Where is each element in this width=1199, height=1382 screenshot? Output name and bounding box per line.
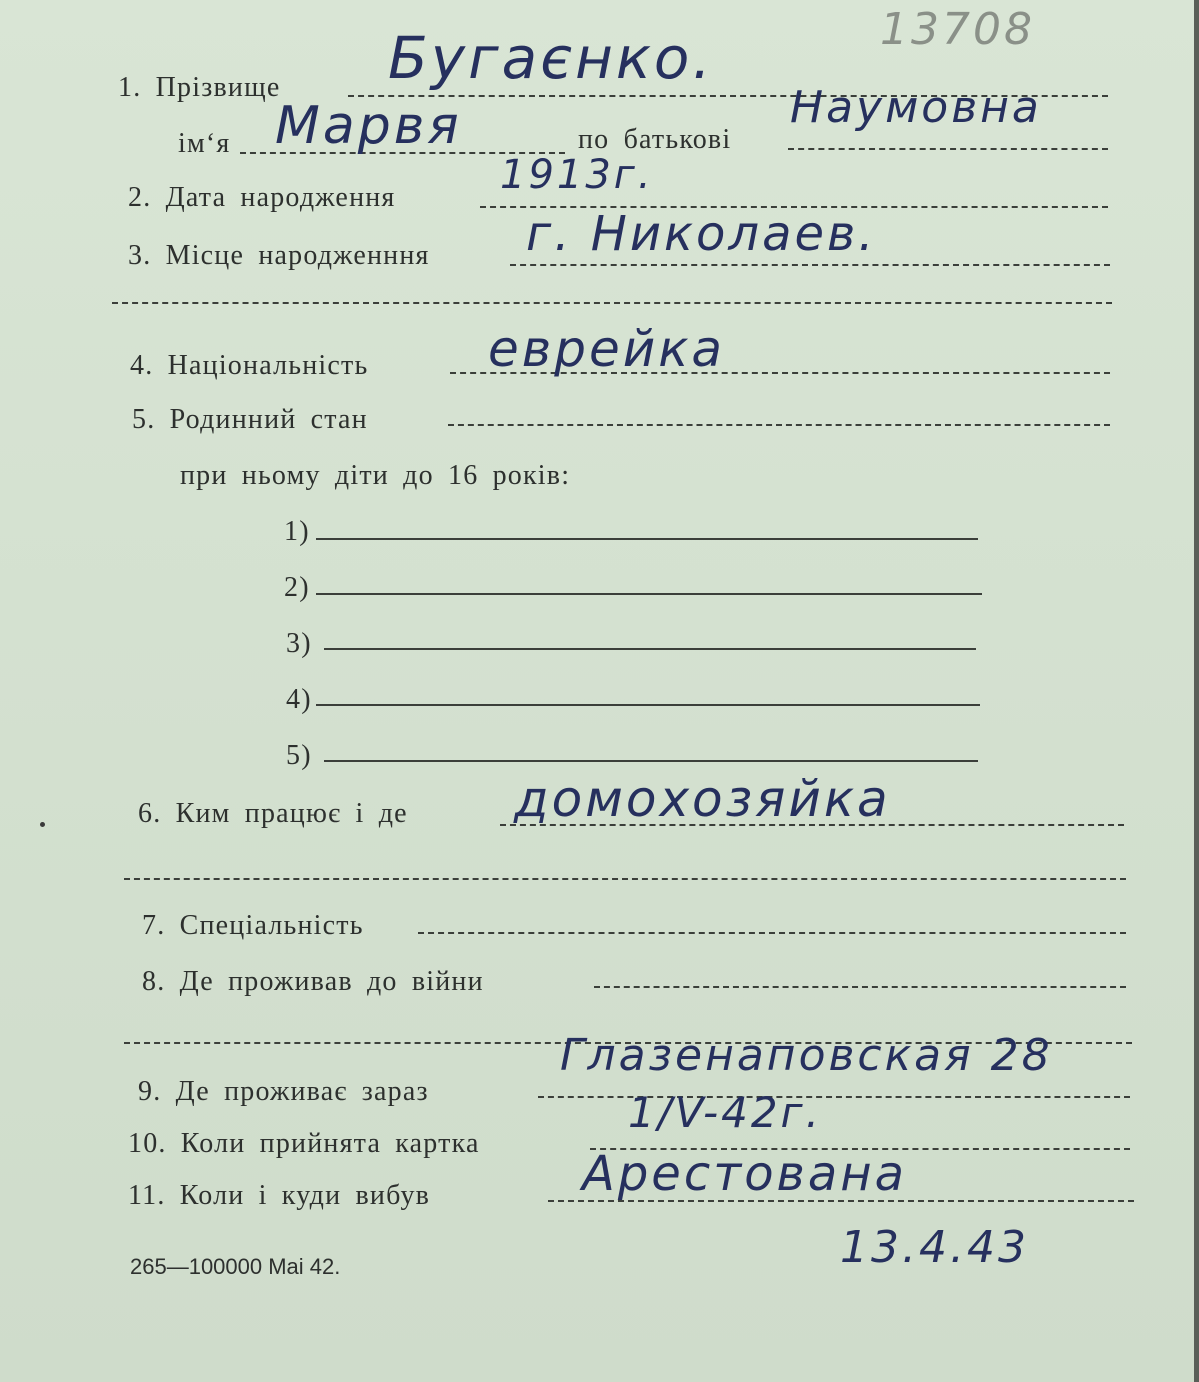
child-2-line — [316, 593, 982, 595]
field-surname-label: 1. Прізвище — [118, 72, 281, 103]
child-4-label: 4) — [286, 684, 312, 715]
field-name-label: ім‘я — [178, 128, 231, 159]
field-departure-label: 11. Коли і куди вибув — [128, 1180, 431, 1211]
child-5-label: 5) — [286, 740, 312, 771]
child-1-line — [316, 538, 978, 540]
field-specialty-label: 7. Спеціальність — [142, 910, 364, 941]
field-occupation-value: домохозяйка — [514, 770, 891, 828]
field-occupation-label: 6. Ким працює і де — [138, 798, 408, 829]
field-current-label: 9. Де проживає зараз — [138, 1076, 429, 1107]
field-card-date-label: 10. Коли прийнята картка — [128, 1128, 480, 1159]
field-marital-line — [448, 424, 1110, 426]
field-departure-date: 13.4.43 — [840, 1222, 1029, 1273]
field-birthplace-label: 3. Місце народженння — [128, 240, 430, 271]
card-edge — [1194, 0, 1199, 1382]
field-occupation-line-2 — [124, 878, 1126, 880]
child-5-line — [324, 760, 978, 762]
field-birthplace-value: г. Николаев. — [526, 206, 877, 262]
child-2-label: 2) — [284, 572, 310, 603]
field-birthplace-line-2 — [112, 302, 1112, 304]
field-departure-value: Арестована — [582, 1146, 908, 1202]
field-prewar-line — [594, 986, 1126, 988]
field-name-value: Марвя — [275, 96, 462, 156]
field-card-date-value: 1/V-42г. — [628, 1088, 822, 1137]
field-nationality-value: еврейка — [488, 320, 726, 378]
field-birthplace-line — [510, 264, 1110, 266]
child-3-line — [324, 648, 976, 650]
child-3-label: 3) — [286, 628, 312, 659]
field-surname-value: Бугаєнко. — [388, 24, 714, 92]
print-code: 265—100000 Mai 42. — [130, 1254, 341, 1279]
child-1-label: 1) — [284, 516, 310, 547]
children-label: при ньому діти до 16 років: — [180, 460, 571, 491]
field-marital-label: 5. Родинний стан — [132, 404, 368, 435]
field-patronymic-value: Наумовна — [790, 82, 1042, 133]
field-birthdate-label: 2. Дата народження — [128, 182, 396, 213]
field-patronymic-label: по батькові — [578, 124, 732, 155]
field-nationality-label: 4. Національність — [130, 350, 369, 381]
field-current-value: Глазенаповская 28 — [560, 1030, 1053, 1081]
archive-number: 13708 — [880, 4, 1035, 55]
field-birthdate-value: 1913г. — [500, 152, 654, 198]
field-prewar-label: 8. Де проживав до війни — [142, 966, 484, 997]
field-patronymic-line — [788, 148, 1108, 150]
field-specialty-line — [418, 932, 1126, 934]
child-4-line — [316, 704, 980, 706]
field-current-line — [538, 1096, 1130, 1098]
paper-speck — [40, 822, 45, 827]
